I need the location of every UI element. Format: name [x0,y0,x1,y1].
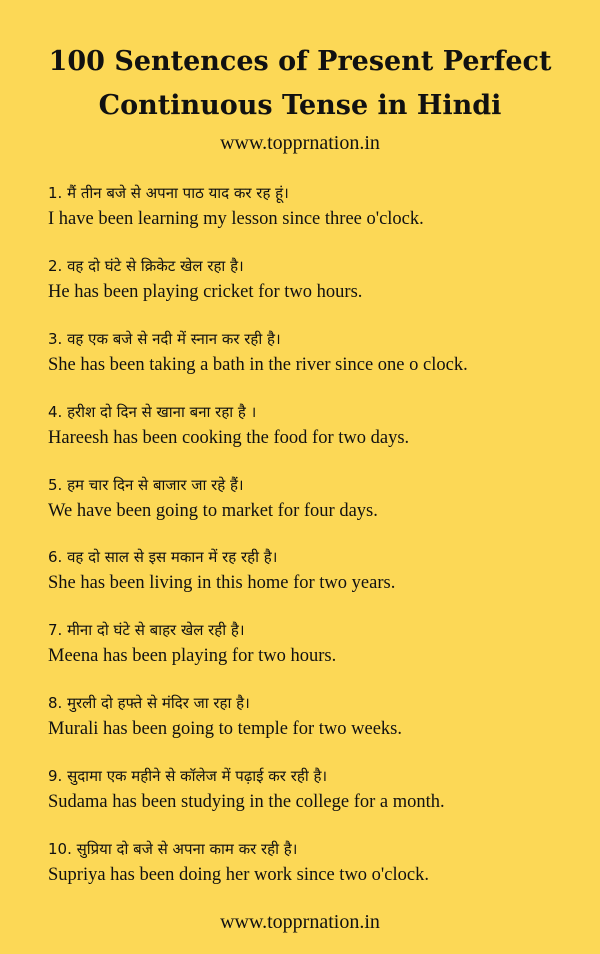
sentence-item-3 [48,326,593,399]
english-translation: We have been going to market for four days. [48,500,378,521]
sentence-item-10 [48,836,593,909]
sentence-item-8 [48,690,593,763]
sentence-list [48,180,593,909]
english-translation: Sudama has been studying in the college for a month. [48,792,445,813]
hindi-sentence: 3. वह एक बजे से नदी में स्नान कर रही है। [48,329,281,348]
hindi-sentence: 8. मुरली दो हफ्ते से मंदिर जा रहा है। [48,694,250,713]
english-translation: Supriya has been doing her work since two o'clock. [48,865,429,886]
sentence-item-1 [48,180,593,253]
sentence-item-7 [48,617,593,690]
sentence-item-2 [48,253,593,326]
hindi-sentence: 2. वह दो घंटे से क्रिकेट खेल रहा है। [48,256,244,275]
hindi-sentence: 9. सुदामा एक महीने से कॉलेज में पढ़ाई कर रही है। [48,767,328,786]
hindi-sentence: 7. मीना दो घंटे से बाहर खेल रही है। [48,621,245,640]
sentence-item-5 [48,472,593,545]
page-title-line-2: Continuous Tense in Hindi [98,90,502,121]
sentence-item-9 [48,763,593,836]
hindi-sentence: 6. वह दो साल से इस मकान में रह रही है। [48,548,278,567]
site-url-bottom: www.topprnation.in [220,911,380,933]
hindi-sentence: 4. हरीश दो दिन से खाना बना रहा है । [48,402,257,421]
english-translation: Murali has been going to temple for two weeks. [48,719,402,740]
english-translation: I have been learning my lesson since three o'clock. [48,209,424,229]
english-translation: Meena has been playing for two hours. [48,646,337,667]
page-title-line-1: 100 Sentences of Present Perfect [48,46,552,77]
sentence-item-4 [48,399,593,472]
hindi-sentence: 5. हम चार दिन से बाजार जा रहे हैं। [48,475,244,494]
hindi-sentence: 1. मैं तीन बजे से अपना पाठ याद कर रह हूं। [48,184,289,202]
site-url-top: www.topprnation.in [220,132,380,154]
english-translation: Hareesh has been cooking the food for two days. [48,427,410,448]
english-translation: She has been taking a bath in the river since one o clock. [48,354,468,375]
english-translation: He has been playing cricket for two hours. [48,281,363,302]
hindi-sentence: 10. सुप्रिया दो बजे से अपना काम कर रही है। [48,840,298,859]
sentence-item-6 [48,544,593,617]
english-translation: She has been living in this home for two years. [48,573,396,594]
